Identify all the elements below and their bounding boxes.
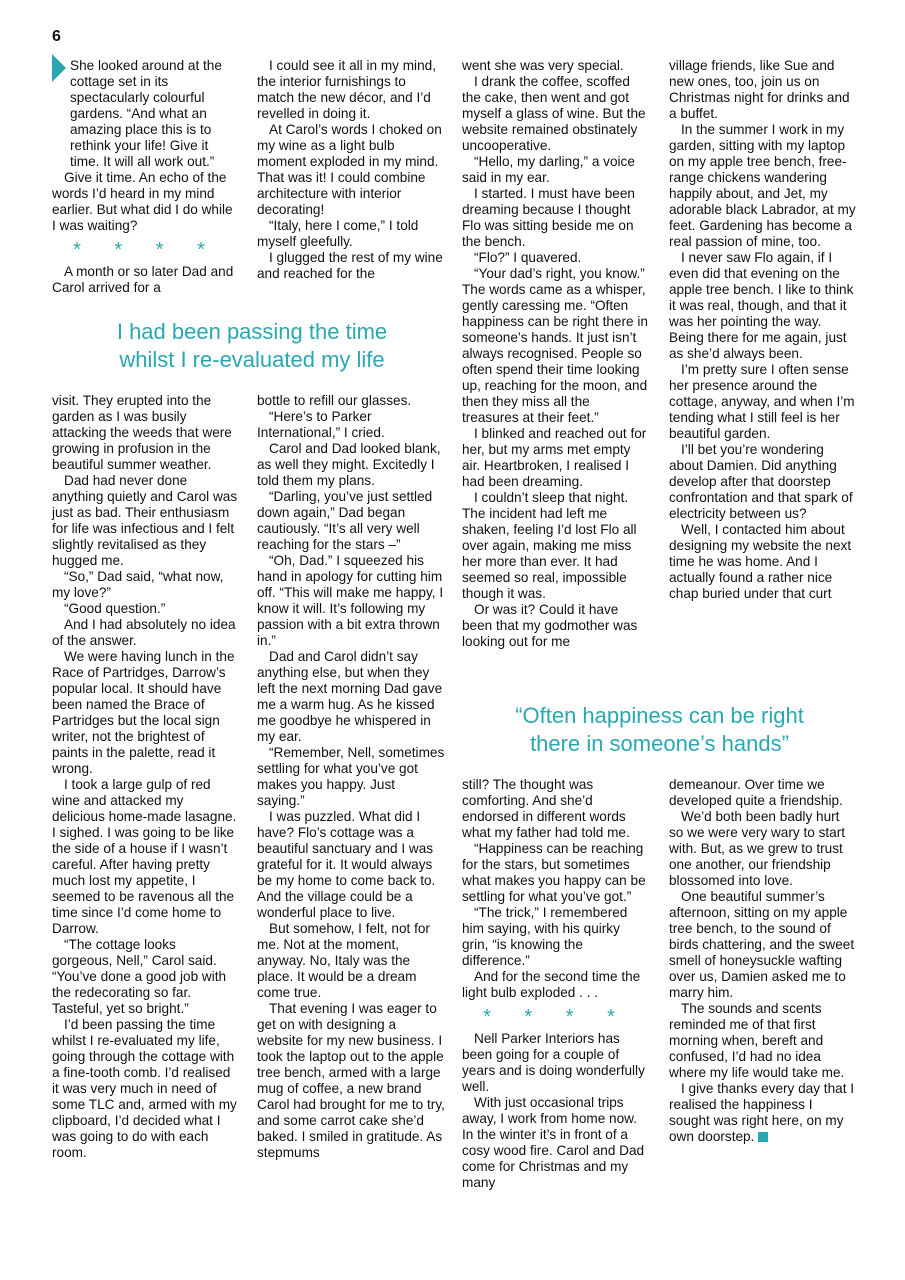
paragraph: “Darling, you’ve just settled down again,” Dad began cautiously. “It’s all very well reaching for the stars –”	[257, 489, 433, 552]
paragraph: One beautiful summer’s afternoon, sitting on my apple tree bench, to the sound of birds chattering, and the sweet smell of honeysuckle wafting over us, Damien asked me to marry him.	[669, 889, 855, 1000]
paragraph: At Carol’s words I choked on my wine as a light bulb moment exploded in my mind. That was it! I could combine architecture with interior decorating!	[257, 122, 442, 217]
paragraph: I started. I must have been dreaming because I thought Flo was sitting beside me on the bench.	[462, 186, 635, 249]
paragraph: “So,” Dad said, “what now, my love?”	[52, 569, 224, 600]
paragraph: Carol and Dad looked blank, as well they might. Excitedly I told them my plans.	[257, 441, 441, 488]
paragraph: Or was it? Could it have been that my godmother was looking out for me	[462, 602, 638, 649]
paragraph: I took a large gulp of red wine and attacked my delicious home-made lasagne. I sighed. I was going to be like the side of a house if I wasn’t careful. After having pretty much lost my appetite, I seemed to be ravenous all the time since I’d come home to Darrow.	[52, 777, 237, 936]
column-1-top	[52, 58, 240, 296]
paragraph: I drank the coffee, scoffed the cake, then went and got myself a glass of wine. But the website remained obstinately uncooperative.	[462, 74, 646, 153]
paragraph: “The cottage looks gorgeous, Nell,” Carol said. “You’ve done a good job with the redecorating so far. Tasteful, yet so bright.”	[52, 937, 227, 1016]
column-3-bottom	[462, 777, 650, 1191]
paragraph: “The trick,” I remembered him saying, with his quirky grin, “is knowing the difference.”	[462, 905, 628, 968]
paragraph: We were having lunch in the Race of Partridges, Darrow’s popular local. It should have been named the Brace of Partridges but the local sign writer, not the brightest of paints in the palette, read it wrong.	[52, 649, 235, 776]
paragraph: “Happiness can be reaching for the stars, but sometimes what makes you happy can be settling for what you’ve got.”	[462, 841, 646, 904]
paragraph: I glugged the rest of my wine and reached for the	[257, 250, 443, 281]
paragraph: village friends, like Sue and new ones, too, join us on Christmas night for drinks and a buffet.	[669, 58, 850, 121]
paragraph: I’m pretty sure I often sense her presence around the cottage, anyway, and when I’m tending what I still feel is her beautiful garden.	[669, 362, 855, 441]
column-1-bottom	[52, 393, 240, 1161]
column-2-top	[257, 58, 445, 282]
paragraph: demeanour. Over time we developed quite a friendship.	[669, 777, 843, 808]
paragraph: Dad had never done anything quietly and Carol was just as bad. Their enthusiasm for life was infectious and I felt slightly revitalised as they hugged me.	[52, 473, 238, 568]
pull-quote-line: I had been passing the time	[116, 319, 388, 344]
paragraph: I’ll bet you’re wondering about Damien. Did anything develop after that doorstep confrontation and that spark of electricity between us?	[669, 442, 853, 521]
final-paragraph-text: I give thanks every day that I realised the happiness I sought was right here, on my own doorstep.	[669, 1081, 855, 1144]
paragraph: “Hello, my darling,” a voice said in my ear.	[462, 154, 635, 185]
paragraph	[669, 1081, 857, 1145]
paragraph: That evening I was eager to get on with designing a website for my new business. I took the laptop out to the apple tree bench, armed with a large mug of coffee, a new brand Carol had brought for me to try, and some carrot cake she’d baked. I smiled in gratitude. As stepmums	[257, 1001, 445, 1160]
paragraph: And I had absolutely no idea of the answer.	[52, 617, 236, 648]
paragraph: I could see it all in my mind, the interior furnishings to match the new décor, and I’d revelled in doing it.	[257, 58, 436, 121]
paragraph: The sounds and scents reminded me of that first morning when, bereft and confused, I’d had no idea where my life would take me.	[669, 1001, 845, 1080]
paragraph: Nell Parker Interiors has been going for a couple of years and is doing wonderfully well.	[462, 1031, 645, 1094]
pull-quote-line: “Often happiness can be right	[515, 703, 804, 728]
paragraph: I’d been passing the time whilst I re-evaluated my life, going through the cottage with a fine-tooth comb. I’d realised it was very much in need of some TLC and, armed with my clipboard, I’d decided what I was going to do with each room.	[52, 1017, 237, 1160]
paragraph: I never saw Flo again, if I even did that evening on the apple tree bench. I like to think it was real, though, and that it was her pointing the way. Being there for me again, just as she’d always been.	[669, 250, 854, 361]
paragraph: I was puzzled. What did I have? Flo’s cottage was a beautiful sanctuary and I was grateful for it. It would always be my home to come back to. And the village could be a wonderful place to live.	[257, 809, 436, 920]
paragraph: But somehow, I felt, not for me. Not at the moment, anyway. No, Italy was the place. It would be a dream come true.	[257, 921, 430, 1000]
paragraph: In the summer I work in my garden, sitting with my laptop on my apple tree bench, free-range chickens wandering happily about, and Jet, my adorable black Labrador, at my feet. Gardening has become a real passion of mine, too.	[669, 122, 856, 249]
pull-quote-1	[52, 318, 452, 374]
paragraph: “Flo?” I quavered.	[474, 250, 582, 265]
pull-quote-line: there in someone’s hands”	[530, 731, 789, 756]
column-3-top	[462, 58, 650, 650]
paragraph: visit. They erupted into the garden as I was busily attacking the weeds that were growing in profusion in the beautiful summer weather.	[52, 393, 232, 472]
paragraph: still? The thought was comforting. And she’d endorsed in different words what my father had told me.	[462, 777, 630, 840]
paragraph: “Italy, here I come,” I told myself gleefully.	[257, 218, 419, 249]
page-number: 6	[52, 28, 61, 45]
paragraph: “Good question.”	[64, 601, 166, 616]
section-separator: * * * *	[483, 1006, 629, 1028]
column-4-bottom	[669, 777, 857, 1145]
paragraph: Give it time. An echo of the words I’d heard in my mind earlier. But what did I do while I was waiting?	[52, 170, 233, 233]
paragraph: Well, I contacted him about designing my website the next time he was home. And I actually found a rather nice chap buried under that curt	[669, 522, 852, 601]
paragraph: “Your dad’s right, you know.” The words came as a whisper, gently caressing me. “Often happiness can be right there in someone’s hands. It just isn’t always recognised. People so often spend their time looking up, reaching for the moon, and then they miss all the treasures at their feet.”	[462, 266, 648, 425]
paragraph: A month or so later Dad and Carol arrived for a	[52, 264, 234, 295]
end-mark-icon	[758, 1132, 768, 1142]
paragraph: I blinked and reached out for her, but my arms met empty air. Heartbroken, I realised I had been dreaming.	[462, 426, 647, 489]
paragraph: We’d both been badly hurt so we were very wary to start with. But, as we grew to trust one another, our friendship blossomed into love.	[669, 809, 846, 888]
paragraph: “Here’s to Parker International,” I cried.	[257, 409, 385, 440]
column-4-top	[669, 58, 857, 602]
paragraph: With just occasional trips away, I work from home now. In the winter it’s in front of a cosy wood fire. Carol and Dad come for Christmas and my many	[462, 1095, 645, 1190]
paragraph: Dad and Carol didn’t say anything else, but when they left the next morning Dad gave me a warm hug. As he kissed me goodbye he whispered in my ear.	[257, 649, 443, 744]
pull-quote-2	[462, 702, 857, 758]
paragraph: “Oh, Dad.” I squeezed his hand in apology for cutting him off. “This will make me happy, I know it will. It’s following my passion with a bit extra thrown in.”	[257, 553, 444, 648]
paragraph: And for the second time the light bulb exploded . . .	[462, 969, 641, 1000]
pull-quote-line: whilst I re-evaluated my life	[119, 347, 385, 372]
section-separator: * * * *	[73, 239, 219, 261]
column-2-bottom	[257, 393, 445, 1161]
paragraph: She looked around at the cottage set in its spectacularly colourful gardens. “And what an amazing place this is to rethink your life! Give it time. It will all work out.”	[70, 58, 222, 169]
paragraph: “Remember, Nell, sometimes settling for what you’ve got makes you happy. Just saying.”	[257, 745, 445, 808]
paragraph: bottle to refill our glasses.	[257, 393, 412, 408]
paragraph: went she was very special.	[462, 58, 624, 73]
paragraph: I couldn’t sleep that night. The incident had left me shaken, feeling I’d lost Flo all over again, making me miss her more than ever. It had seemed so real, impossible though it was.	[462, 490, 637, 601]
